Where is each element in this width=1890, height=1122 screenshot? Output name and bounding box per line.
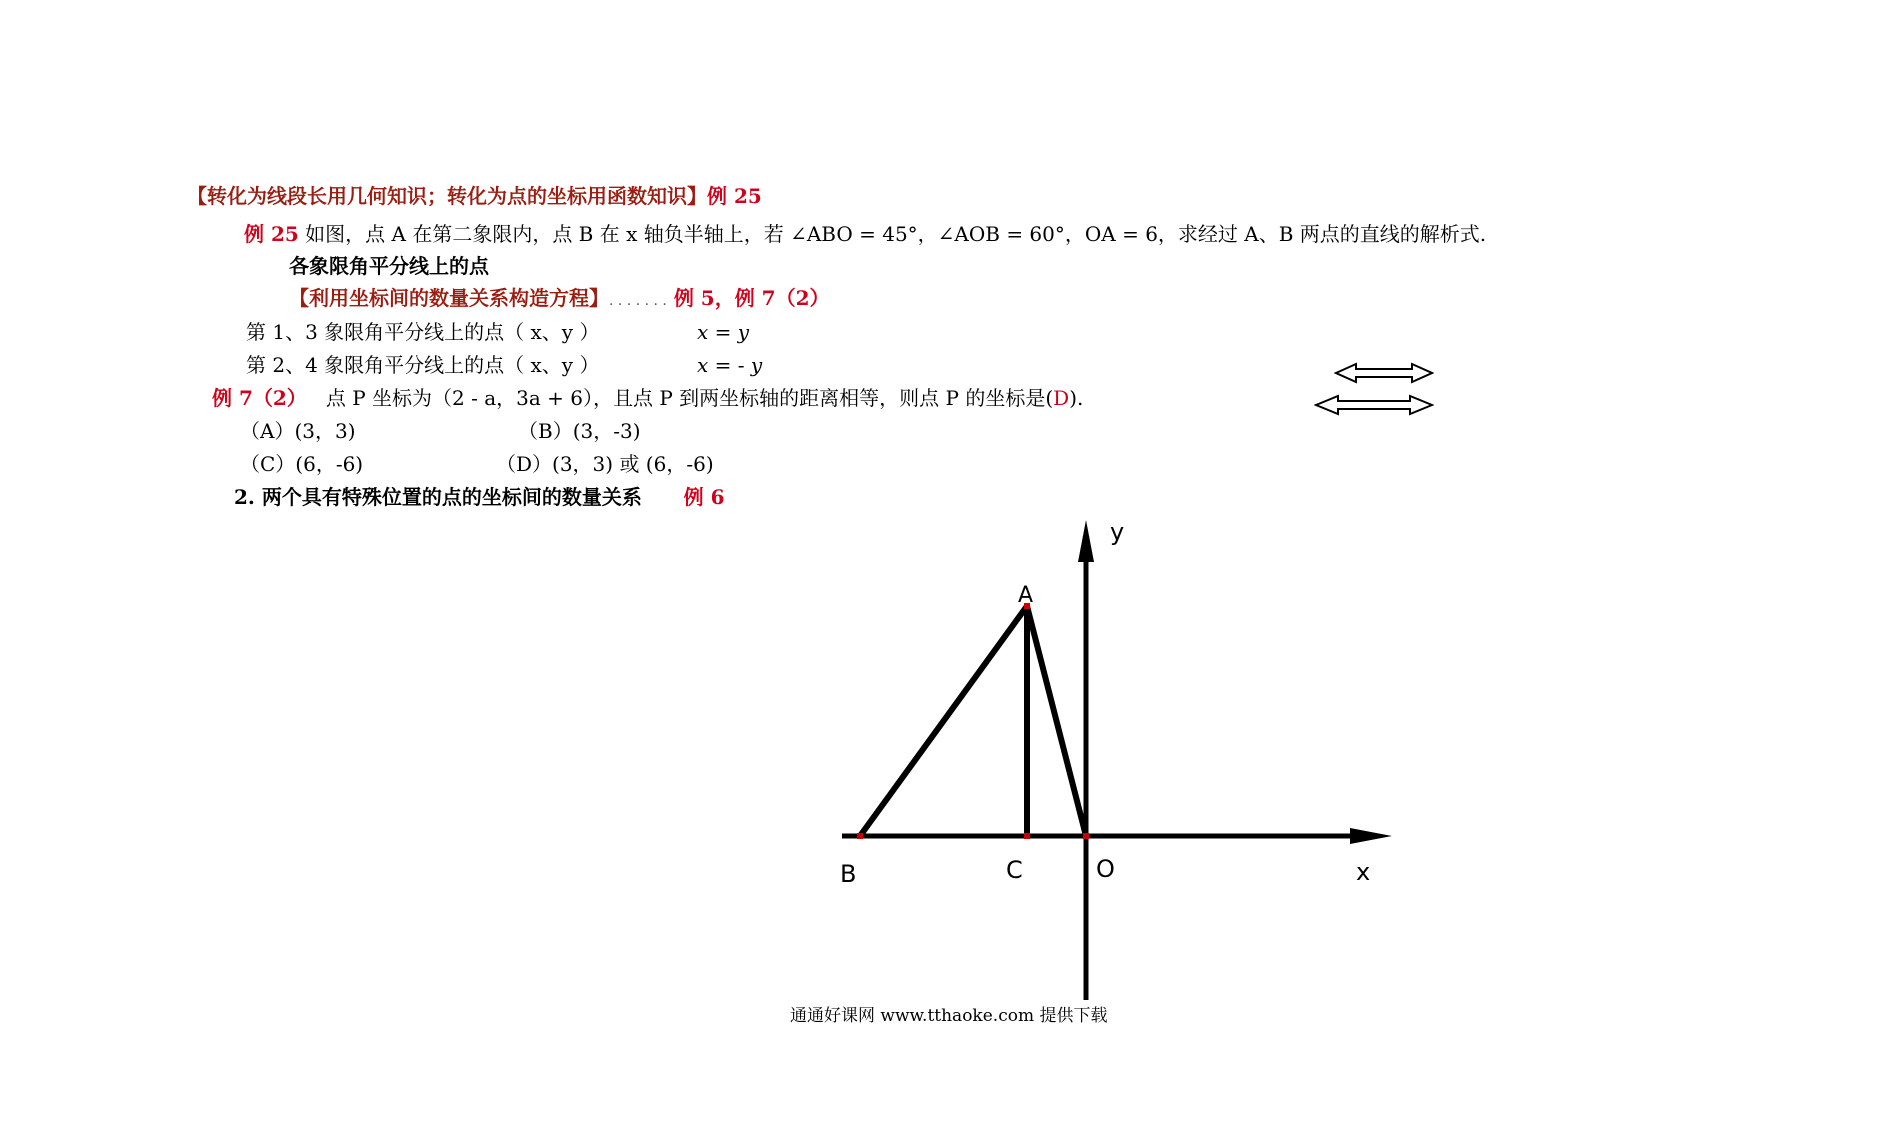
section-2-ref: 例 6 [683, 485, 725, 509]
bisector-row-2-equation: x = - y [697, 353, 763, 377]
section-header-title: 【转化为线段长用几何知识；转化为点的坐标用函数知识】 [187, 184, 707, 208]
bisector-subheading: 【利用坐标间的数量关系构造方程】 [289, 286, 609, 310]
point-o [1083, 833, 1089, 839]
bisector-row-1-equation: x = y [697, 320, 750, 344]
bisector-heading: 各象限角平分线上的点 [289, 254, 489, 278]
point-b [857, 833, 863, 839]
label-x: x [1356, 858, 1371, 886]
label-b: B [840, 860, 857, 888]
example-7-text-pre: 点 P 坐标为（2 - a，3a + 6），且点 P 到两坐标轴的距离相等，则点 P 的坐标是( [325, 386, 1054, 410]
option-c: （C）(6，-6) [240, 452, 364, 476]
bisector-ref: 例 5，例 7（2） [673, 286, 830, 310]
label-o: O [1096, 855, 1115, 883]
example-7-answer: D [1053, 386, 1070, 410]
x-axis-arrowhead [1350, 828, 1392, 844]
point-c [1024, 833, 1030, 839]
section-2-heading: 2. 两个具有特殊位置的点的坐标间的数量关系 [234, 485, 642, 509]
footer: 通通好课网 www.tthaoke.com 提供下载 [790, 1006, 1108, 1026]
leader-dots: . . . . . . . [609, 293, 667, 309]
example-25-text: 如图，点 A 在第二象限内，点 B 在 x 轴负半轴上，若 ∠ABO = 45°，∠AOB = 60°，OA = 6，求经过 A、B 两点的直线的解析式. [305, 222, 1487, 246]
example-7-label: 例 7（2） [212, 386, 307, 410]
example-7-text-post: ). [1069, 386, 1084, 410]
option-d: （D）(3，3) 或 (6，-6) [496, 452, 714, 476]
y-axis-arrowhead [1078, 520, 1094, 562]
label-a: A [1018, 583, 1034, 608]
label-y: y [1110, 518, 1125, 546]
label-c: C [1006, 856, 1023, 884]
section-header-example-ref: 例 25 [707, 184, 762, 208]
option-b: （B）(3，-3) [518, 419, 641, 443]
segment-ab [860, 606, 1027, 836]
bisector-row-2-text: 第 2、4 象限角平分线上的点（ x、y ） [246, 353, 600, 377]
example-25-label: 例 25 [244, 222, 299, 246]
bisector-row-1-text: 第 1、3 象限角平分线上的点（ x、y ） [246, 320, 600, 344]
segment-ao [1027, 606, 1086, 836]
option-a: （A）(3，3) [240, 419, 356, 443]
